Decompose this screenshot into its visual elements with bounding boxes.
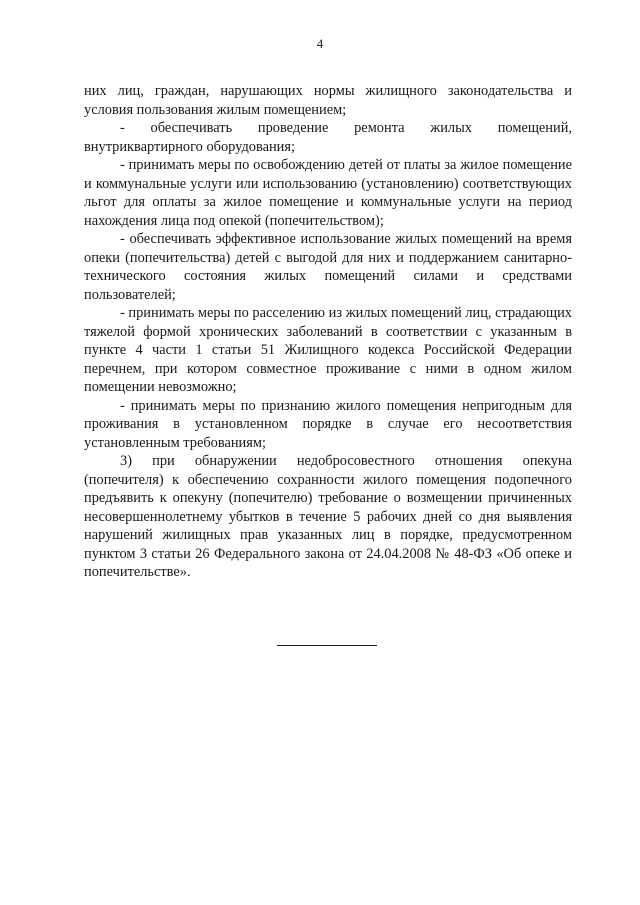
end-rule-divider: [277, 645, 377, 646]
document-body: [84, 82, 572, 582]
paragraph-unfit-housing: - принимать меры по признанию жилого помещения непригодным для проживания в установленном порядке в случае его несоответствия установленным требованиям;: [84, 397, 572, 451]
paragraph-repair: - обеспечивать проведение ремонта жилых помещений, внутриквартирного оборудования;: [84, 120, 572, 155]
paragraph-fee-exemption: - принимать меры по освобождению детей от платы за жилое помещение и коммунальные услуги или использованию (установлению) соответствующих льгот для оплаты за жилое помещение и коммунальные услуги на период нахождения лица под опекой (попечительством);: [84, 157, 572, 229]
paragraph-continuation: них лиц, граждан, нарушающих нормы жилищного законодательства и условия пользования жилым помещением;: [84, 83, 572, 118]
page-number: 4: [316, 36, 324, 51]
paragraph-resettlement: - принимать меры по расселению из жилых помещений лиц, страдающих тяжелой формой хронических заболеваний в соответствии с указанным в пункте 4 части 1 статьи 51 Жилищного кодекса Российской Федерации перечнем, при котором совместное проживание с ними в одном жилом помещении невозможно;: [84, 305, 572, 395]
paragraph-guardian-claim: 3) при обнаружении недобросовестного отношения опекуна (попечителя) к обеспечению сохранности жилого помещения подопечного предъявить к опекуну (попечителю) требование о возмещении причиненных несовершеннолетнему убытков в течение 5 рабочих дней со дня выявления нарушений жилищных прав указанных лиц в порядке, предусмотренном пунктом 3 статьи 26 Федерального закона от 24.04.2008 № 48-ФЗ «Об опеке и попечительстве».: [84, 453, 572, 580]
paragraph-effective-use: - обеспечивать эффективное использование жилых помещений на время опеки (попечительства) детей с выгодой для них и поддержанием санитарно-технического состояния жилых помещений силами и средствами пользователей;: [84, 231, 572, 303]
